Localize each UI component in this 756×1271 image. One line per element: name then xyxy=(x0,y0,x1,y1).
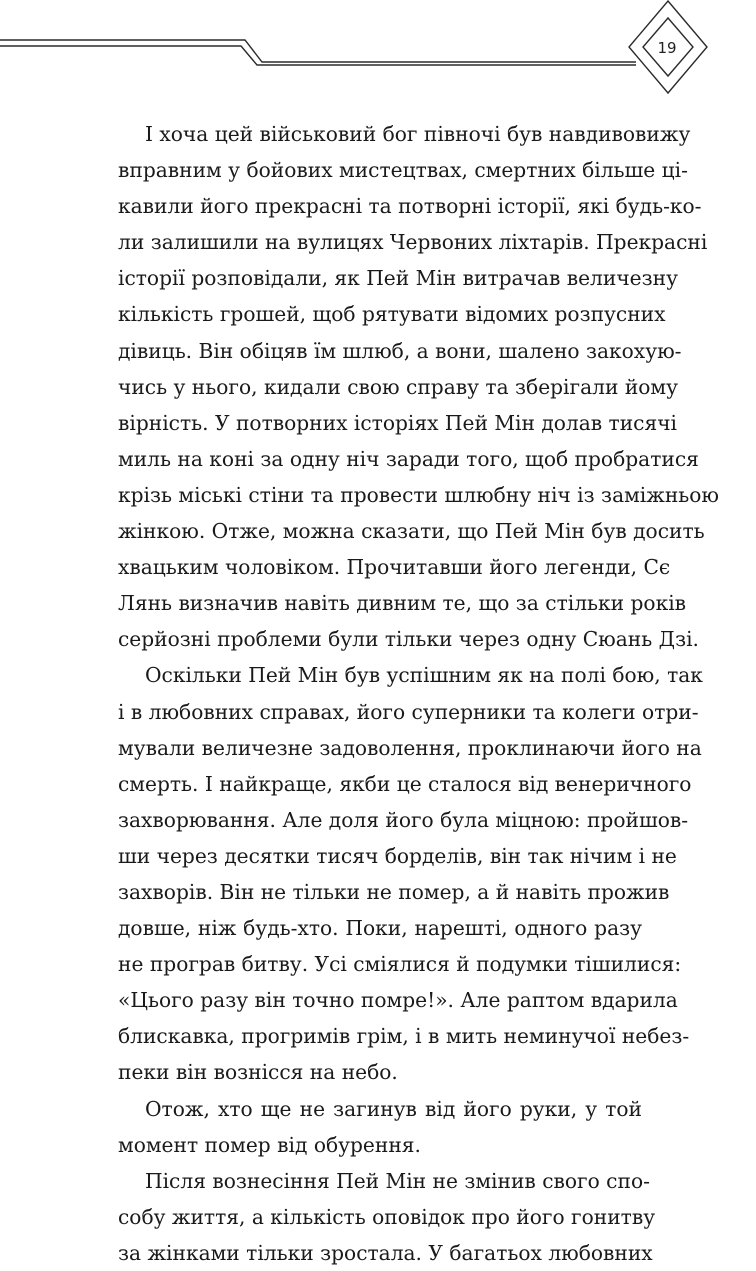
text-line: І хоча цей військовий бог півночі був навдивовижу xyxy=(145,122,691,146)
paragraph xyxy=(118,657,703,1090)
text-line: вірність. У потворних історіях Пей Мін долав тисячі xyxy=(118,410,678,435)
body-text xyxy=(118,116,720,1271)
text-line: вправним у бойових мистецтвах, смертних більше ці- xyxy=(118,158,688,183)
text-line: ли залишили на вулицях Червоних ліхтарів. Прекрасні xyxy=(118,230,708,255)
paragraph xyxy=(118,1091,642,1163)
text-line: дівиць. Він обіцяв їм шлюб, а вони, шалено закохую- xyxy=(118,338,682,363)
page-number: 19 xyxy=(657,39,677,57)
text-line: Лянь визначив навіть дивним те, що за стільки років xyxy=(118,591,687,616)
header-ornament xyxy=(0,0,756,110)
text-line: Отож, хто ще не загинув від його руки, у той xyxy=(145,1096,642,1121)
text-line: пеки він вознісся на небо. xyxy=(118,1060,398,1085)
text-line: чись у нього, кидали свою справу та зберігали йому xyxy=(118,374,679,399)
text-line: серйозні проблеми були тільки через одну Сюань Дзі. xyxy=(118,627,699,652)
text-line: крізь міські стіни та провести шлюбну ніч із заміжньою xyxy=(118,482,720,507)
text-line: захворювання. Але доля його була міцною: пройшов- xyxy=(118,807,689,832)
text-line: момент помер від обурення. xyxy=(118,1132,421,1157)
text-line: блискавка, прогримів грім, і в мить неминучої небез- xyxy=(118,1024,690,1049)
text-line: захворів. Він не тільки не помер, а й навіть прожив xyxy=(118,879,670,904)
text-line: кількість грошей, щоб рятувати відомих розпусних xyxy=(118,302,666,327)
paragraph xyxy=(118,1163,656,1271)
text-line: історії розповідали, як Пей Мін витрачав величезну xyxy=(118,266,678,291)
text-line: хвацьким чоловіком. Прочитавши його легенди, Сє xyxy=(118,555,671,580)
text-line: Після вознесіння Пей Мін не змінив свого спо- xyxy=(145,1168,650,1193)
text-line: собу життя, а кількість оповідок про його гонитву xyxy=(118,1204,656,1229)
text-line: не програв битву. Усі сміялися й подумки тішилися: xyxy=(118,952,682,977)
text-line: смерть. І найкраще, якби це сталося від венеричного xyxy=(118,771,692,796)
text-line: ши через десятки тисяч борделів, він так нічим і не xyxy=(118,843,677,868)
text-line: «Цього разу він точно помре!». Але раптом вдарила xyxy=(118,988,678,1013)
text-line: кавили його прекрасні та потворні історії, які будь-ко- xyxy=(118,194,702,219)
text-line: за жінками тільки зростала. У багатьох любовних xyxy=(118,1240,653,1265)
text-line: довше, ніж будь-хто. Поки, нарешті, одного разу xyxy=(118,916,642,941)
text-line: миль на коні за одну ніч заради того, щоб пробратися xyxy=(118,446,699,471)
paragraph xyxy=(118,116,720,657)
text-line: мували величезне задоволення, проклинаючи його на xyxy=(118,735,702,760)
text-line: Оскільки Пей Мін був успішним як на полі бою, так xyxy=(145,663,703,688)
text-line: і в любовних справах, його суперники та колеги отри- xyxy=(118,699,699,724)
text-line: жінкою. Отже, можна сказати, що Пей Мін був досить xyxy=(118,519,705,544)
